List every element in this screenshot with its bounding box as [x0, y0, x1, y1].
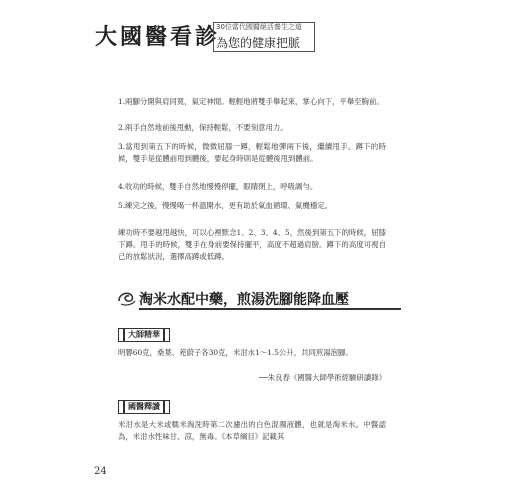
header-subtitle: 為您的健康把脈 — [216, 36, 301, 50]
book-title: 大國醫看診 — [95, 24, 221, 50]
step-5: 5.練完之後，慢慢喝一杯溫開水，更有助於氣血循環、氣機穩定。 — [118, 201, 332, 210]
explanation-label — [118, 400, 170, 414]
section-underline — [139, 308, 401, 310]
master-recipe-source: ──朱良春《國醫大師學術經驗研讀錄》 — [258, 373, 386, 382]
section-title: 淘米水配中藥，煎湯洗腳能降血壓 — [139, 292, 349, 308]
page-number: 24 — [94, 466, 107, 477]
explanation-label-text: 國醫釋讀 — [123, 401, 165, 413]
step-3: 3.當甩到第五下的時候，微微屈膝一蹲，輕鬆地彈兩下後，繼續甩手。蹲下的時候，雙手是從體前甩到體後，要起身時則是從體後甩到體前。 — [118, 142, 386, 163]
header-small-text: 30位當代國醫絕活養生之道 — [216, 23, 302, 31]
section-heading — [117, 287, 402, 311]
master-recipe-text: 明礬60克，桑葉、茺蔚子各30克，米泔水1～1.5公升，共同煎湯泡腳。 — [118, 348, 353, 357]
explanation-text: 米泔水是大米或糯米淘洗時第二次濾出的白色混濁液體，也就是淘米水。中醫認為，米泔水性味甘、涼，無毒。《本草綱目》記載其 — [118, 420, 386, 441]
step-2: 2.兩手自然地前後甩動，保持輕鬆，不要刻意用力。 — [118, 123, 288, 132]
step-4: 4.收功的時候，雙手自然地慢慢停擺，眼睛閉上，呼吸調勻。 — [118, 182, 318, 191]
swirl-icon — [117, 289, 137, 307]
practice-note: 練功時不要越甩越快，可以心裡默念1、2、3、4、5，然後到第五下的時候，屈膝下蹲。甩手的時候，雙手在身前要保持擺平，高度不超過肩膀。蹲下的高度可視自己的放鬆狀況，選擇高蹲或低蹲。 — [118, 228, 386, 261]
master-label — [118, 328, 170, 342]
step-1: 1.兩腳分開與肩同寬，氣定神閒。輕輕地將雙手舉起來，掌心向下，平舉至胸前。 — [118, 97, 384, 106]
master-label-text: 大師精華 — [123, 329, 165, 341]
